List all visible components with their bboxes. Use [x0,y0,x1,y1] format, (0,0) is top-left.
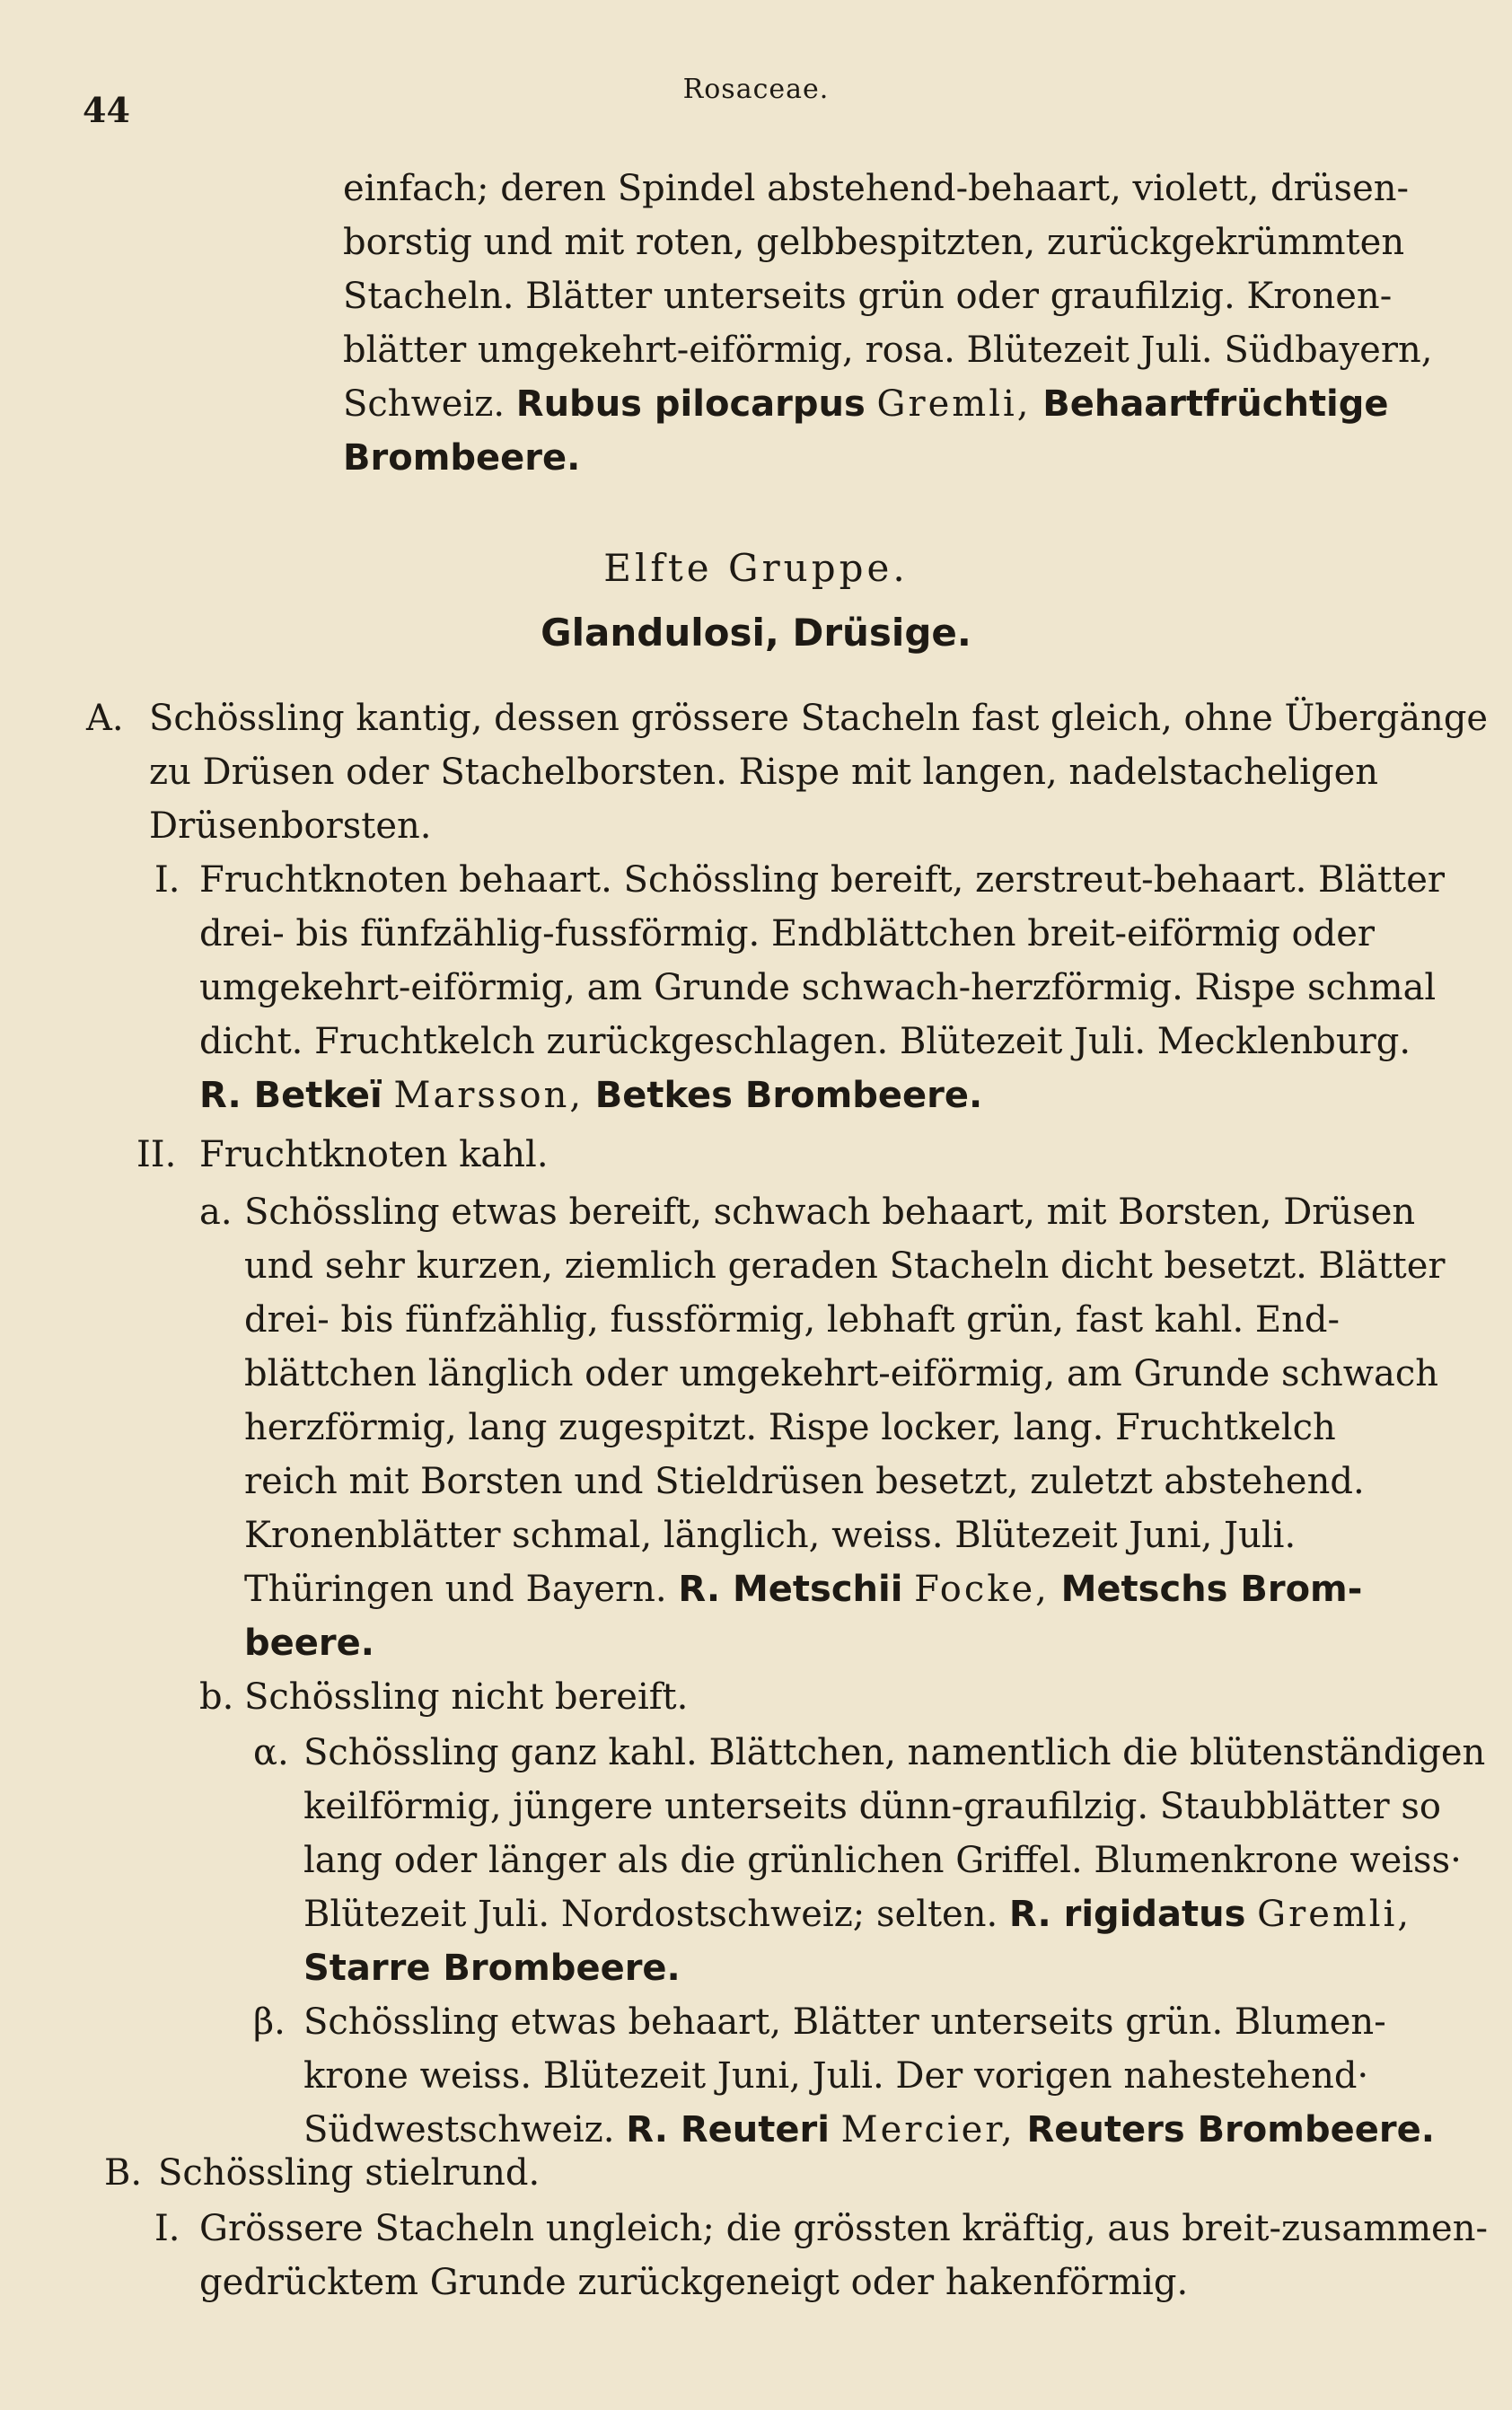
common-name: Reuters Brombeere. [1026,2109,1435,2151]
text-line: blätter umgekehrt-eiförmig, rosa. Blütezeit Juli. Südbayern, [343,330,1433,371]
intro-paragraph [343,162,1460,485]
text-fragment: Thüringen und Bayern. [244,1569,667,1610]
text-line: krone weiss. Blütezeit Juni, Juli. Der vorigen nahestehend· [303,2055,1369,2097]
common-name: beere. [244,1623,374,1664]
section-marker: β. [253,2001,286,2043]
section-marker: I. [154,859,180,901]
text-line: dicht. Fruchtkelch zurückgeschlagen. Blütezeit Juli. Mecklenburg. [199,1021,1411,1062]
text-line: borstig und mit roten, gelbbespitzten, zurückgekrümmten [343,222,1405,263]
text-line: drei- bis fünfzählig-fussförmig. Endblättchen breit-eiförmig oder [199,913,1376,954]
text-line: lang oder länger als die grünlichen Griffel. Blumenkrone weiss· [303,1840,1462,1881]
text-line: Schössling stielrund. [158,2152,541,2194]
text-line: Schössling ganz kahl. Blättchen, namentlich die blütenständigen [303,1732,1486,1773]
text-line: reich mit Borsten und Stieldrüsen besetzt, zuletzt abstehend. [244,1461,1365,1502]
section-a-i [199,853,1460,1122]
text-line: Kronenblätter schmal, länglich, weiss. Blütezeit Juni, Juli. [244,1515,1297,1556]
text-line: Fruchtknoten behaart. Schössling bereift, zerstreut-behaart. Blätter [199,859,1446,901]
text-line: Drüsenborsten. [149,805,432,847]
species-name: R. Betkeï [199,1075,382,1116]
text-fragment: Blütezeit Juli. Nordostschweiz; selten. [303,1894,998,1935]
section-marker: II. [136,1134,177,1175]
section-marker: a. [199,1192,233,1233]
text-line: drei- bis fünfzählig, fussförmig, lebhaft grün, fast kahl. End- [244,1299,1340,1341]
text-line: Stacheln. Blätter unterseits grün oder graufilzig. Kronen- [343,276,1393,317]
section-a [149,691,1489,853]
species-name: Rubus pilocarpus [515,383,866,425]
species-name: R. Reuteri [626,2109,830,2151]
text-line: umgekehrt-eiförmig, am Grunde schwach-herzförmig. Rispe schmal [199,967,1437,1008]
common-name: Metschs Brom- [1060,1569,1363,1610]
section-b-i [199,2202,1488,2309]
text-fragment: Südwestschweiz. [303,2109,615,2151]
author-name: Marsson, [393,1075,585,1116]
text-line: zu Drüsen oder Stachelborsten. Rispe mit langen, nadelstacheligen [149,752,1379,793]
author-name: Gremli, [1257,1894,1412,1935]
section-marker: b. [199,1676,234,1718]
text-line: keilförmig, jüngere unterseits dünn-graufilzig. Staubblätter so [303,1786,1441,1827]
section-a-ii [199,1128,1460,1182]
text-line: blättchen länglich oder umgekehrt-eiförmig, am Grunde schwach [244,1353,1438,1394]
section-marker: B. [104,2152,143,2194]
common-name: Behaartfrüchtige [1042,383,1389,425]
text-line: einfach; deren Spindel abstehend-behaart, violett, drüsen- [343,168,1410,209]
common-name: Betkes Brombeere. [594,1075,983,1116]
section-beta [303,1995,1460,2157]
text-line: Grössere Stacheln ungleich; die grössten kräftig, aus breit-zusammen- [199,2208,1488,2249]
text-line: herzförmig, lang zugespitzt. Rispe locker, lang. Fruchtkelch [244,1407,1336,1448]
section-marker: A. [86,698,124,739]
text-line: Schössling kantig, dessen grössere Stacheln fast gleich, ohne Übergänge [149,698,1489,739]
text-fragment: Schweiz. [343,383,505,425]
text-line: gedrücktem Grunde zurückgeneigt oder hakenförmig. [199,2262,1189,2303]
section-b [158,2146,1460,2200]
text-line: und sehr kurzen, ziemlich geraden Stacheln dicht besetzt. Blätter [244,1245,1446,1287]
author-name: Focke, [914,1569,1050,1610]
common-name: Brombeere. [343,437,581,479]
text-line: Schössling etwas behaart, Blätter unterseits grün. Blumen- [303,2001,1386,2043]
common-name: Starre Brombeere. [303,1948,681,1989]
text-line: Schössling etwas bereift, schwach behaart, mit Borsten, Drüsen [244,1192,1416,1233]
page-number: 44 [83,90,130,130]
author-name: Gremli, [876,383,1032,425]
section-alpha [303,1726,1486,1995]
section-a-ii-a [244,1185,1460,1670]
text-line: Fruchtknoten kahl. [199,1134,549,1175]
author-name: Mercier, [840,2109,1015,2151]
text-line: Schössling nicht bereift. [244,1676,689,1718]
species-name: R. rigidatus [1008,1894,1246,1935]
section-a-ii-b [244,1670,1460,1724]
section-marker: α. [253,1732,289,1773]
group-subtitle: Glandulosi, Drüsige. [541,611,971,655]
running-title: Rosaceae. [682,74,830,105]
species-name: R. Metschii [678,1569,903,1610]
section-marker: I. [154,2208,180,2249]
group-title: Elfte Gruppe. [603,546,909,590]
